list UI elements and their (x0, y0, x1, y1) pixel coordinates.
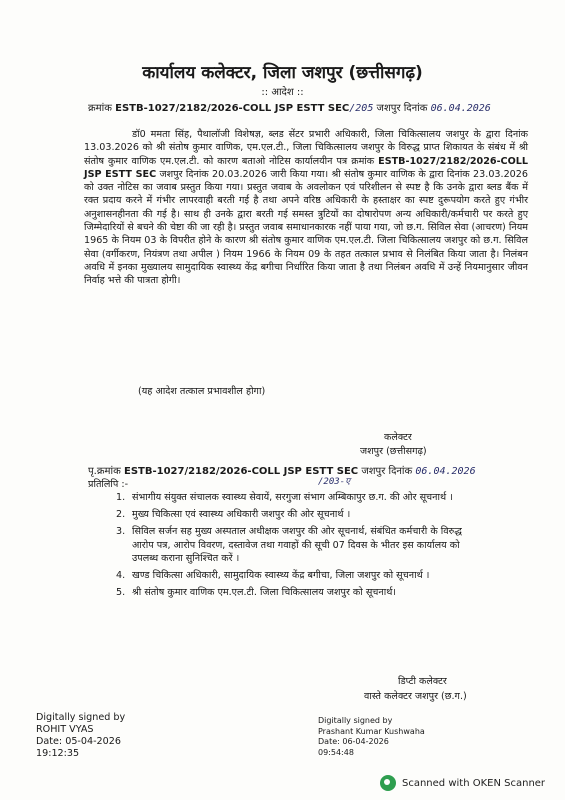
list-item (116, 586, 476, 600)
body-text-part1: डॉ0 ममता सिंह, पैथालॉजी विशेषज्ञ, ब्लड सेंटर प्रभारी अधिकारी, जिला चिकित्सालय जशपुर के द्वारा दिनांक 13.03.2026 को श्री संतोष कुमार वाणिक, एम.एल.टी., जिला चिकित्सालय जशपुर के विरुद्ध प्राप्त शिकायत के संबंध में श्री संतोष कुमार वाणिक एम.एल.टी. को कारण बताओ नोटिस कार्यालयीन पत्र क्रमांक (84, 129, 528, 167)
scanner-text: Scanned with OKEN Scanner (402, 777, 546, 789)
list-item-text: संभागीय संयुक्त संचालक स्वास्थ्य सेवायें, सरगुजा संभाग अम्बिकापुर छ.ग. की ओर सूचनार्थ । (132, 492, 453, 503)
collector-designation: कलेक्टर (384, 432, 412, 443)
body-ref-number: ESTB-1027/2182/2026-COLL JSP ESTT SEC (84, 155, 528, 180)
office-title: कार्यालय कलेक्टर, जिला जशपुर (छत्तीसगढ़) (142, 63, 423, 83)
list-item-number: 1. (116, 492, 126, 503)
list-item-text: श्री संतोष कुमार वाणिक एम.एल.टी. जिला चिकित्सालय जशपुर को सूचनार्थ। (132, 587, 396, 599)
digital-signature-1 (36, 712, 125, 760)
ref-number: ESTB-1027/2182/2026-COLL JSP ESTT SEC (115, 103, 350, 114)
dsig1-date: Date: 05-04-2026 (36, 736, 121, 747)
dsig1-line1: Digitally signed by (36, 712, 126, 723)
handwritten-dispatch-number: /205 (349, 103, 374, 114)
list-item-text: सिविल सर्जन सह मुख्य अस्पताल अधीक्षक जशपुर की ओर सूचनार्थ, संबंधित कर्मचारी के विरुद्ध आरोप पत्र, आरोप विवरण, दस्तावेज तथा गवाहों की सूची 07 दिवस के भीतर इस कार्यालय को उपलब्ध कराना सुनिश्चित करें । (132, 526, 462, 565)
on-behalf-of-collector: वास्ते कलेक्टर जशपुर (छ.ग.) (364, 691, 467, 702)
collector-place: जशपुर (छत्तीसगढ़) (360, 446, 427, 457)
list-item-number: 2. (116, 509, 126, 521)
ref-place-date-label: जशपुर दिनांक (376, 103, 428, 114)
dsig2-signer: Prashant Kumar Kushwaha (318, 726, 425, 736)
dsig2-time: 09:54:48 (318, 747, 354, 757)
list-item-number: 3. (116, 526, 126, 538)
handwritten-date: 06.04.2026 (430, 103, 491, 114)
copy-to-label: प्रतिलिपि :- (88, 479, 129, 490)
body-text-part2: जशपुर दिनांक 20.03.2026 जारी किया गया। श्री संतोष कुमार वाणिक के द्वारा दिनांक 23.03.2026 को उक्त नोटिस का जवाब प्रस्तुत किया गया। प्रस्तुत जवाब के अवलोकन एवं परिशीलन से स्पष्ट है कि उनके द्वारा ब्लड बैंक में रक्त प्रदाय करने में गंभीर लापरवाही बरती गई है तथा अपने वरिष्ठ अधिकारी के हस्ताक्षर का स्पष्ट दुरूपयोग करते हुए गंभीर अनुशासनहीनता की गई है। साथ ही उनके द्वारा बरती गई समस्त त्रुटियों का दोषारोपण अन्य अधिकारी/कर्मचारी पर करते हुए जिम्मेदारियों से बचने की चेष्टा की जा रही है। प्रस्तुत जवाब समाधानकारक नहीं पाया गया, जो छ.ग. सिविल सेवा (आचरण) नियम 1965 के नियम 03 के विपरीत होने के कारण श्री संतोष कुमार वाणिक एम.एल.टी. जिला चिकित्सालय जशपुर को छ.ग. सिविल सेवा (वर्गीकरण, नियंत्रण तथा अपील ) नियम 1966 के नियम 09 के तहत तत्काल प्रभाव से निलंबित किया जाता है। निलंबन अवधि में इनका मुख्यालय सामुदायिक स्वास्थ्य केंद्र बगीचा निर्धारित किया जाता है तथा निलंबन अवधि में उन्हें नियमानुसार जीवन निर्वाह भत्ते की पात्रता होगी। (84, 168, 528, 287)
list-item (116, 569, 476, 583)
ref2-number: ESTB-1027/2182/2026-COLL JSP ESTT SEC (123, 466, 359, 477)
deputy-collector-designation: डिप्टी कलेक्टर (398, 676, 447, 687)
list-item (116, 491, 476, 505)
dsig2-date: Date: 06-04-2026 (318, 737, 389, 746)
list-item (116, 508, 476, 522)
order-heading: :: आदेश :: (261, 87, 304, 98)
list-item-text: मुख्य चिकित्सा एवं स्वास्थ्य अधिकारी जशपुर की ओर सूचनार्थ । (132, 509, 351, 521)
ref2-handwritten-number: /203-ए (318, 477, 351, 487)
list-item (116, 525, 476, 566)
ref2-prefix: पृ.क्रमांक (88, 466, 121, 477)
copy-list (116, 491, 476, 603)
digital-signature-2 (318, 716, 425, 758)
order-reference-line (88, 100, 491, 114)
dsig1-time: 19:12:35 (36, 748, 80, 759)
effect-note: (यह आदेश तत्काल प्रभावशील होगा) (138, 386, 266, 397)
endorsement-reference-line (88, 463, 476, 477)
scanner-logo-icon (380, 775, 396, 791)
ref2-place-date-label: जशपुर दिनांक (361, 466, 413, 477)
list-item-text: खण्ड चिकित्सा अधिकारी, सामुदायिक स्वास्थ्य केंद्र बगीचा, जिला जशपुर को सूचनार्थ । (132, 570, 430, 582)
dsig1-signer: ROHIT VYAS (36, 724, 94, 735)
list-item-number: 4. (116, 570, 126, 582)
dsig2-line1: Digitally signed by (318, 716, 393, 725)
ref-prefix: क्रमांक (88, 103, 112, 114)
list-item-number: 5. (116, 587, 126, 599)
ref2-handwritten-date: 06.04.2026 (415, 466, 476, 477)
scanner-watermark (380, 775, 545, 791)
order-body-paragraph (84, 128, 528, 288)
